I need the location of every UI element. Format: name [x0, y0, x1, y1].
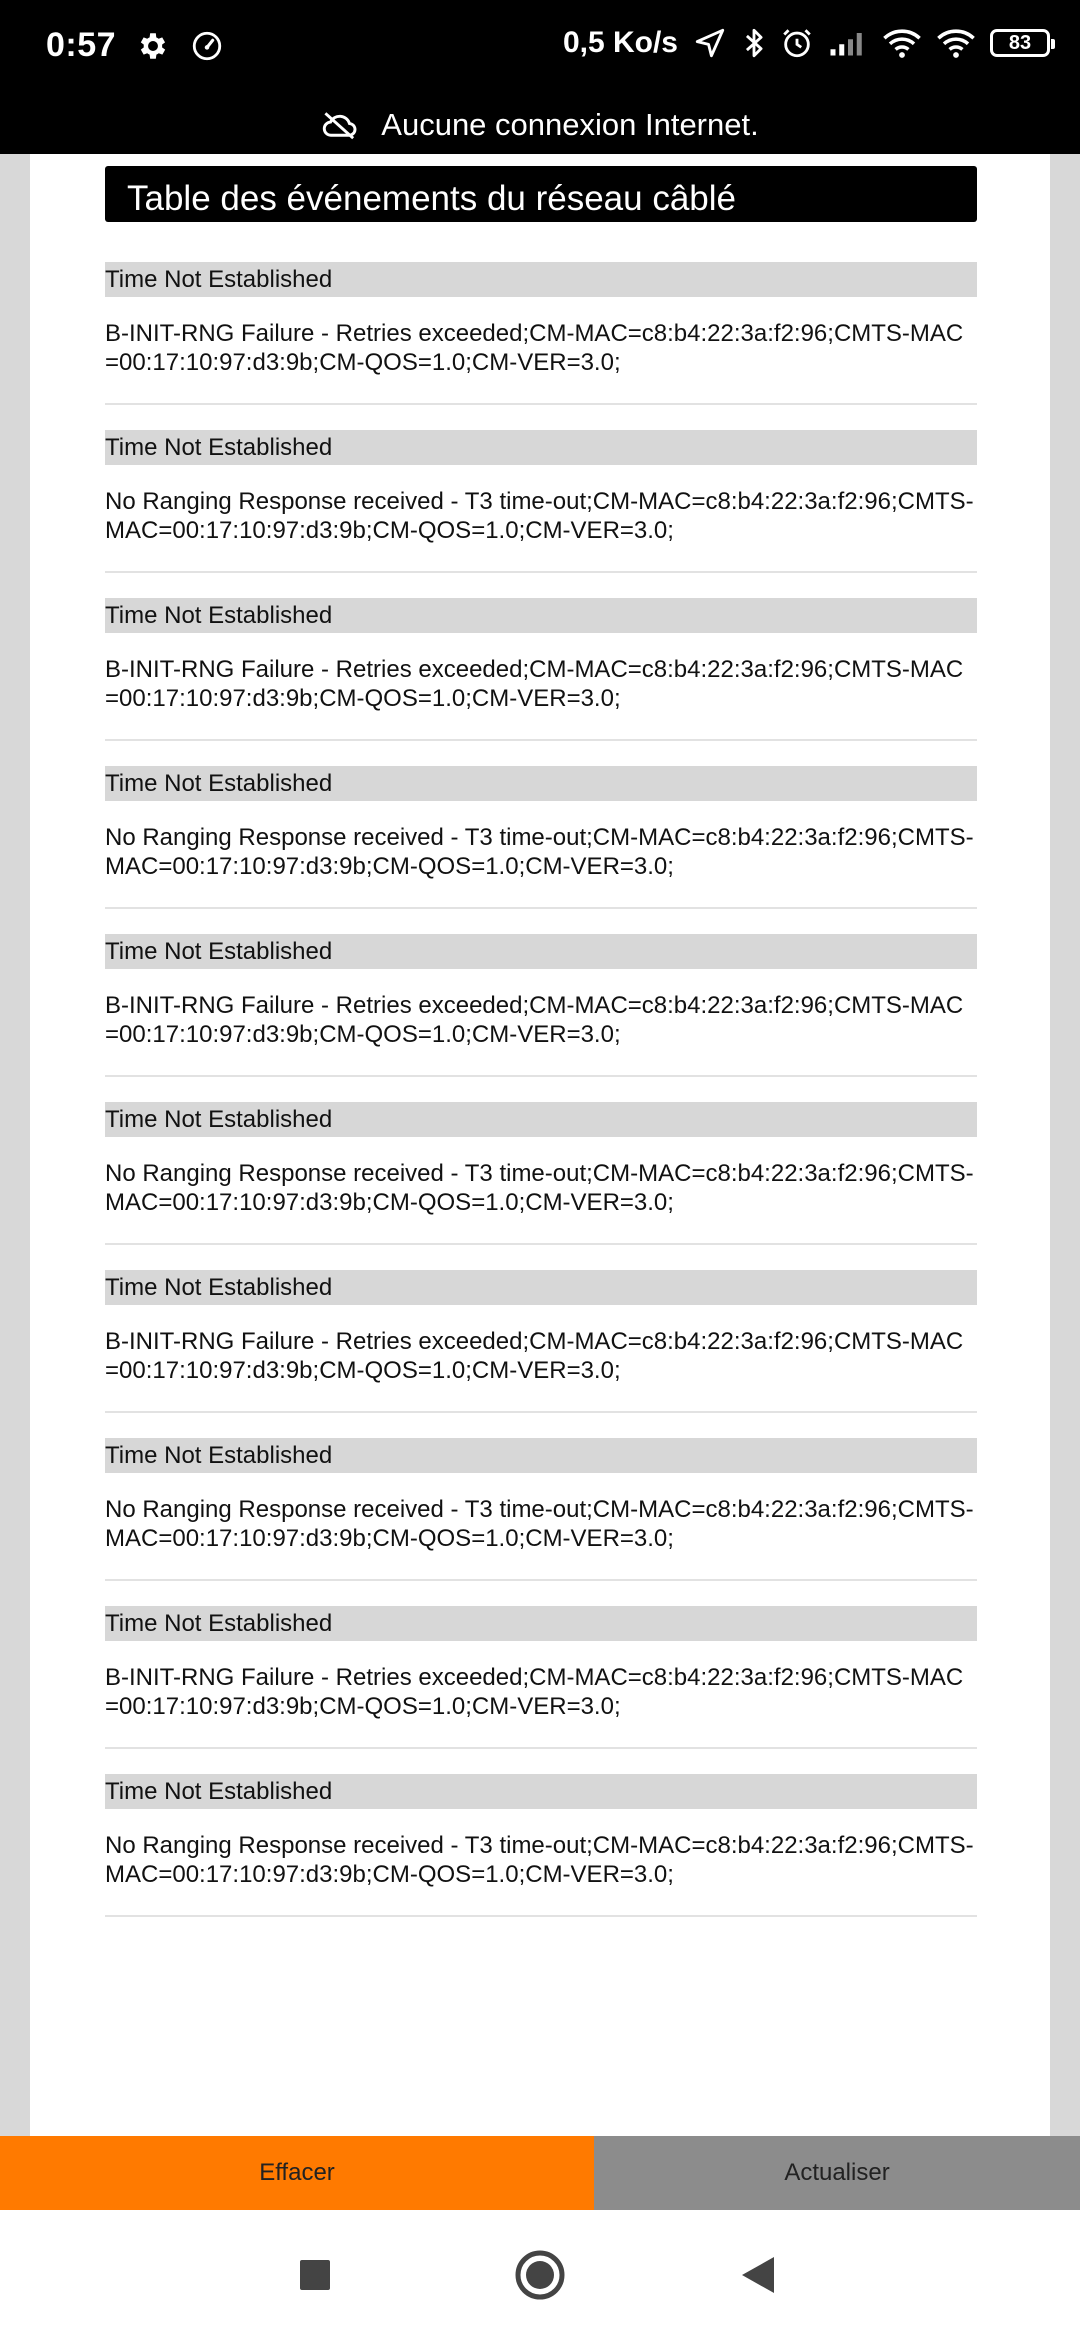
refresh-button[interactable]: Actualiser [594, 2136, 1080, 2210]
location-arrow-icon [692, 26, 728, 60]
event-message: No Ranging Response received - T3 time-out;CM-MAC=c8:b4:22:3a:f2:96;CMTS-MAC=00:17:10:97:d3:9b;CM-QOS=1.0;CM-VER=3.0; [105, 488, 974, 544]
page-title: Table des événements du réseau câblé [105, 166, 977, 222]
speedometer-icon [190, 29, 224, 63]
event-message: B-INIT-RNG Failure - Retries exceeded;CM-MAC=c8:b4:22:3a:f2:96;CMTS-MAC=00:17:10:97:d3:9b;CM-QOS=1.0;CM-VER=3.0; [105, 992, 964, 1048]
event-item [105, 430, 977, 573]
status-left [46, 26, 224, 65]
status-bar [0, 0, 1080, 96]
network-speed: 0,5 Ko/s [562, 26, 678, 59]
event-item [105, 1270, 977, 1413]
event-time: Time Not Established [105, 1102, 977, 1137]
wifi-icon [936, 27, 976, 59]
event-message: B-INIT-RNG Failure - Retries exceeded;CM-MAC=c8:b4:22:3a:f2:96;CMTS-MAC=00:17:10:97:d3:9b;CM-QOS=1.0;CM-VER=3.0; [105, 1328, 964, 1384]
wifi-icon [882, 27, 922, 59]
event-time: Time Not Established [105, 934, 977, 969]
event-item [105, 1606, 977, 1749]
event-time: Time Not Established [105, 598, 977, 633]
event-time: Time Not Established [105, 1270, 977, 1305]
alarm-icon [780, 26, 814, 60]
event-item [105, 1438, 977, 1581]
event-message: No Ranging Response received - T3 time-out;CM-MAC=c8:b4:22:3a:f2:96;CMTS-MAC=00:17:10:97:d3:9b;CM-QOS=1.0;CM-VER=3.0; [105, 1160, 974, 1216]
event-table [105, 166, 977, 1942]
event-item [105, 598, 977, 741]
status-time: 0:57 [46, 26, 117, 64]
event-message: B-INIT-RNG Failure - Retries exceeded;CM-MAC=c8:b4:22:3a:f2:96;CMTS-MAC=00:17:10:97:d3:9b;CM-QOS=1.0;CM-VER=3.0; [105, 656, 964, 712]
event-message: B-INIT-RNG Failure - Retries exceeded;CM-MAC=c8:b4:22:3a:f2:96;CMTS-MAC=00:17:10:97:d3:9b;CM-QOS=1.0;CM-VER=3.0; [105, 1664, 964, 1720]
event-item [105, 934, 977, 1077]
offline-text: Aucune connexion Internet. [381, 107, 759, 142]
event-item [105, 1774, 977, 1917]
event-list [105, 262, 977, 1917]
event-time: Time Not Established [105, 1774, 977, 1809]
signal-icon [828, 28, 868, 58]
event-message: No Ranging Response received - T3 time-out;CM-MAC=c8:b4:22:3a:f2:96;CMTS-MAC=00:17:10:97:d3:9b;CM-QOS=1.0;CM-VER=3.0; [105, 824, 974, 880]
bluetooth-icon [742, 26, 766, 60]
event-message: B-INIT-RNG Failure - Retries exceeded;CM-MAC=c8:b4:22:3a:f2:96;CMTS-MAC=00:17:10:97:d3:9b;CM-QOS=1.0;CM-VER=3.0; [105, 320, 964, 376]
bottom-button-bar [0, 2136, 1080, 2210]
event-message: No Ranging Response received - T3 time-out;CM-MAC=c8:b4:22:3a:f2:96;CMTS-MAC=00:17:10:97:d3:9b;CM-QOS=1.0;CM-VER=3.0; [105, 1496, 974, 1552]
home-circle-icon[interactable] [495, 2210, 585, 2340]
event-item [105, 1102, 977, 1245]
event-message: No Ranging Response received - T3 time-out;CM-MAC=c8:b4:22:3a:f2:96;CMTS-MAC=00:17:10:97:d3:9b;CM-QOS=1.0;CM-VER=3.0; [105, 1832, 974, 1888]
recents-square-icon[interactable] [270, 2210, 360, 2340]
clear-button[interactable]: Effacer [0, 2136, 594, 2210]
page-container [30, 154, 1050, 2136]
event-time: Time Not Established [105, 766, 977, 801]
gear-icon [136, 29, 170, 63]
event-time: Time Not Established [105, 1606, 977, 1641]
status-right [563, 26, 1050, 60]
webview[interactable] [0, 154, 1080, 2136]
back-triangle-icon[interactable] [713, 2210, 803, 2340]
event-time: Time Not Established [105, 262, 977, 297]
offline-banner [0, 96, 1080, 154]
event-time: Time Not Established [105, 1438, 977, 1473]
cloud-off-icon [321, 110, 359, 140]
system-nav-bar [0, 2210, 1080, 2340]
battery-icon: 83 [990, 29, 1050, 57]
event-item [105, 766, 977, 909]
event-time: Time Not Established [105, 430, 977, 465]
event-item [105, 262, 977, 405]
